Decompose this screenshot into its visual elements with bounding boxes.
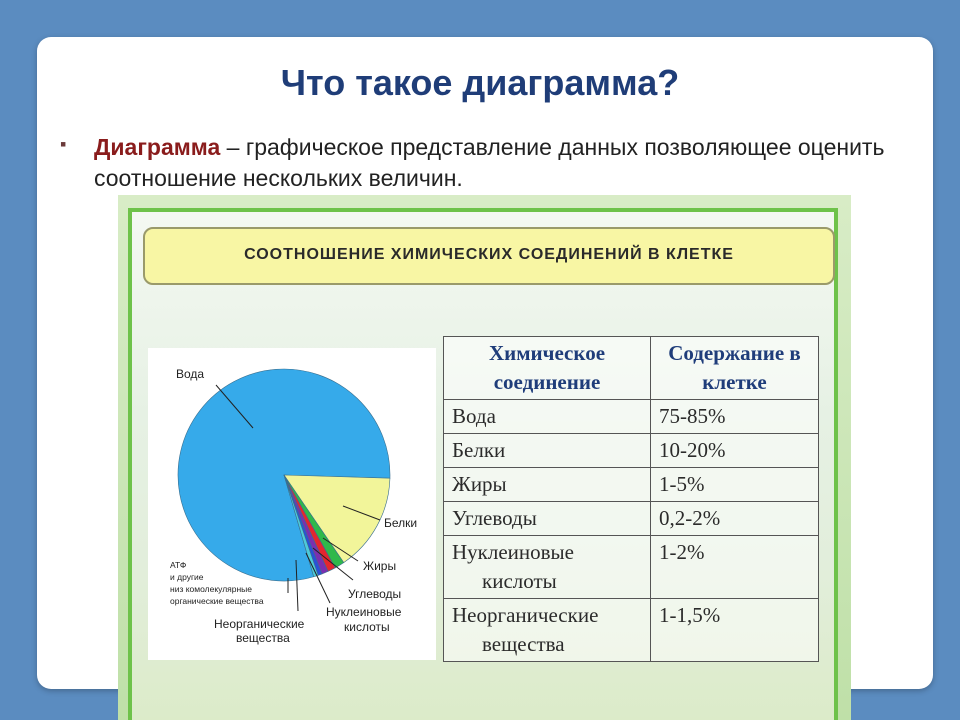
pie-chart-panel: [148, 348, 436, 660]
label-inorganic-2: вещества: [236, 631, 290, 645]
label-fats: Жиры: [363, 559, 397, 573]
header-content-line2: клетке: [702, 370, 767, 394]
table-cell-name: [444, 536, 651, 599]
label-nucleic-1: Нуклеиновые: [326, 605, 402, 619]
label-proteins: Белки: [384, 516, 418, 530]
table-row: [444, 536, 819, 599]
label-nucleic-2: кислоты: [344, 620, 390, 634]
header-compound-line2: соединение: [493, 370, 601, 394]
definition-body: – графическое представление данных позволяющее оценить соотношение нескольких величин.: [94, 134, 885, 191]
table-row: [444, 434, 819, 468]
table-header-compound: [444, 337, 651, 400]
label-atp-1: АТФ: [170, 560, 187, 570]
table-header-row: [444, 337, 819, 400]
table-cell-name-line2: вещества: [482, 632, 565, 656]
label-water: Вода: [176, 367, 205, 381]
composition-table: [443, 336, 819, 662]
table-cell-name: [444, 599, 651, 662]
table-row: [444, 599, 819, 662]
definition-term: Диаграмма: [94, 134, 221, 160]
slide-title: Что такое диаграмма?: [280, 62, 680, 103]
table-cell-name: Вода: [444, 400, 651, 434]
table-cell-name-line1: Неорганические: [452, 603, 599, 627]
table-row: [444, 468, 819, 502]
bullet-marker: ▪: [60, 134, 67, 154]
table-cell-value: 0,2-2%: [651, 502, 819, 536]
table-row: [444, 502, 819, 536]
figure-banner-text: СООТНОШЕНИЕ ХИМИЧЕСКИХ СОЕДИНЕНИЙ В КЛЕТКЕ: [244, 246, 734, 263]
table-cell-name: Жиры: [444, 468, 651, 502]
table-cell-name-line2: кислоты: [482, 569, 557, 593]
table-header-content: [651, 337, 819, 400]
header-compound-line1: Химическое: [488, 341, 606, 365]
table-cell-value: 10-20%: [651, 434, 819, 468]
label-atp-3: низ комолекулярные: [170, 584, 253, 594]
definition-text: [94, 132, 924, 194]
table-cell-value: 1-2%: [651, 536, 819, 599]
table-cell-value: 1-5%: [651, 468, 819, 502]
table-cell-name: Углеводы: [444, 502, 651, 536]
table-cell-value: 75-85%: [651, 400, 819, 434]
table-row: [444, 400, 819, 434]
label-inorganic-1: Неорганические: [214, 617, 305, 631]
table-cell-name: Белки: [444, 434, 651, 468]
table-cell-name-line1: Нуклеиновые: [452, 540, 574, 564]
label-carbs: Углеводы: [348, 587, 402, 601]
label-atp-4: органические вещества: [170, 596, 264, 606]
pie-chart: [148, 348, 436, 660]
label-atp-2: и другие: [170, 572, 204, 582]
table-cell-value: 1-1,5%: [651, 599, 819, 662]
header-content-line1: Содержание в: [668, 341, 801, 365]
